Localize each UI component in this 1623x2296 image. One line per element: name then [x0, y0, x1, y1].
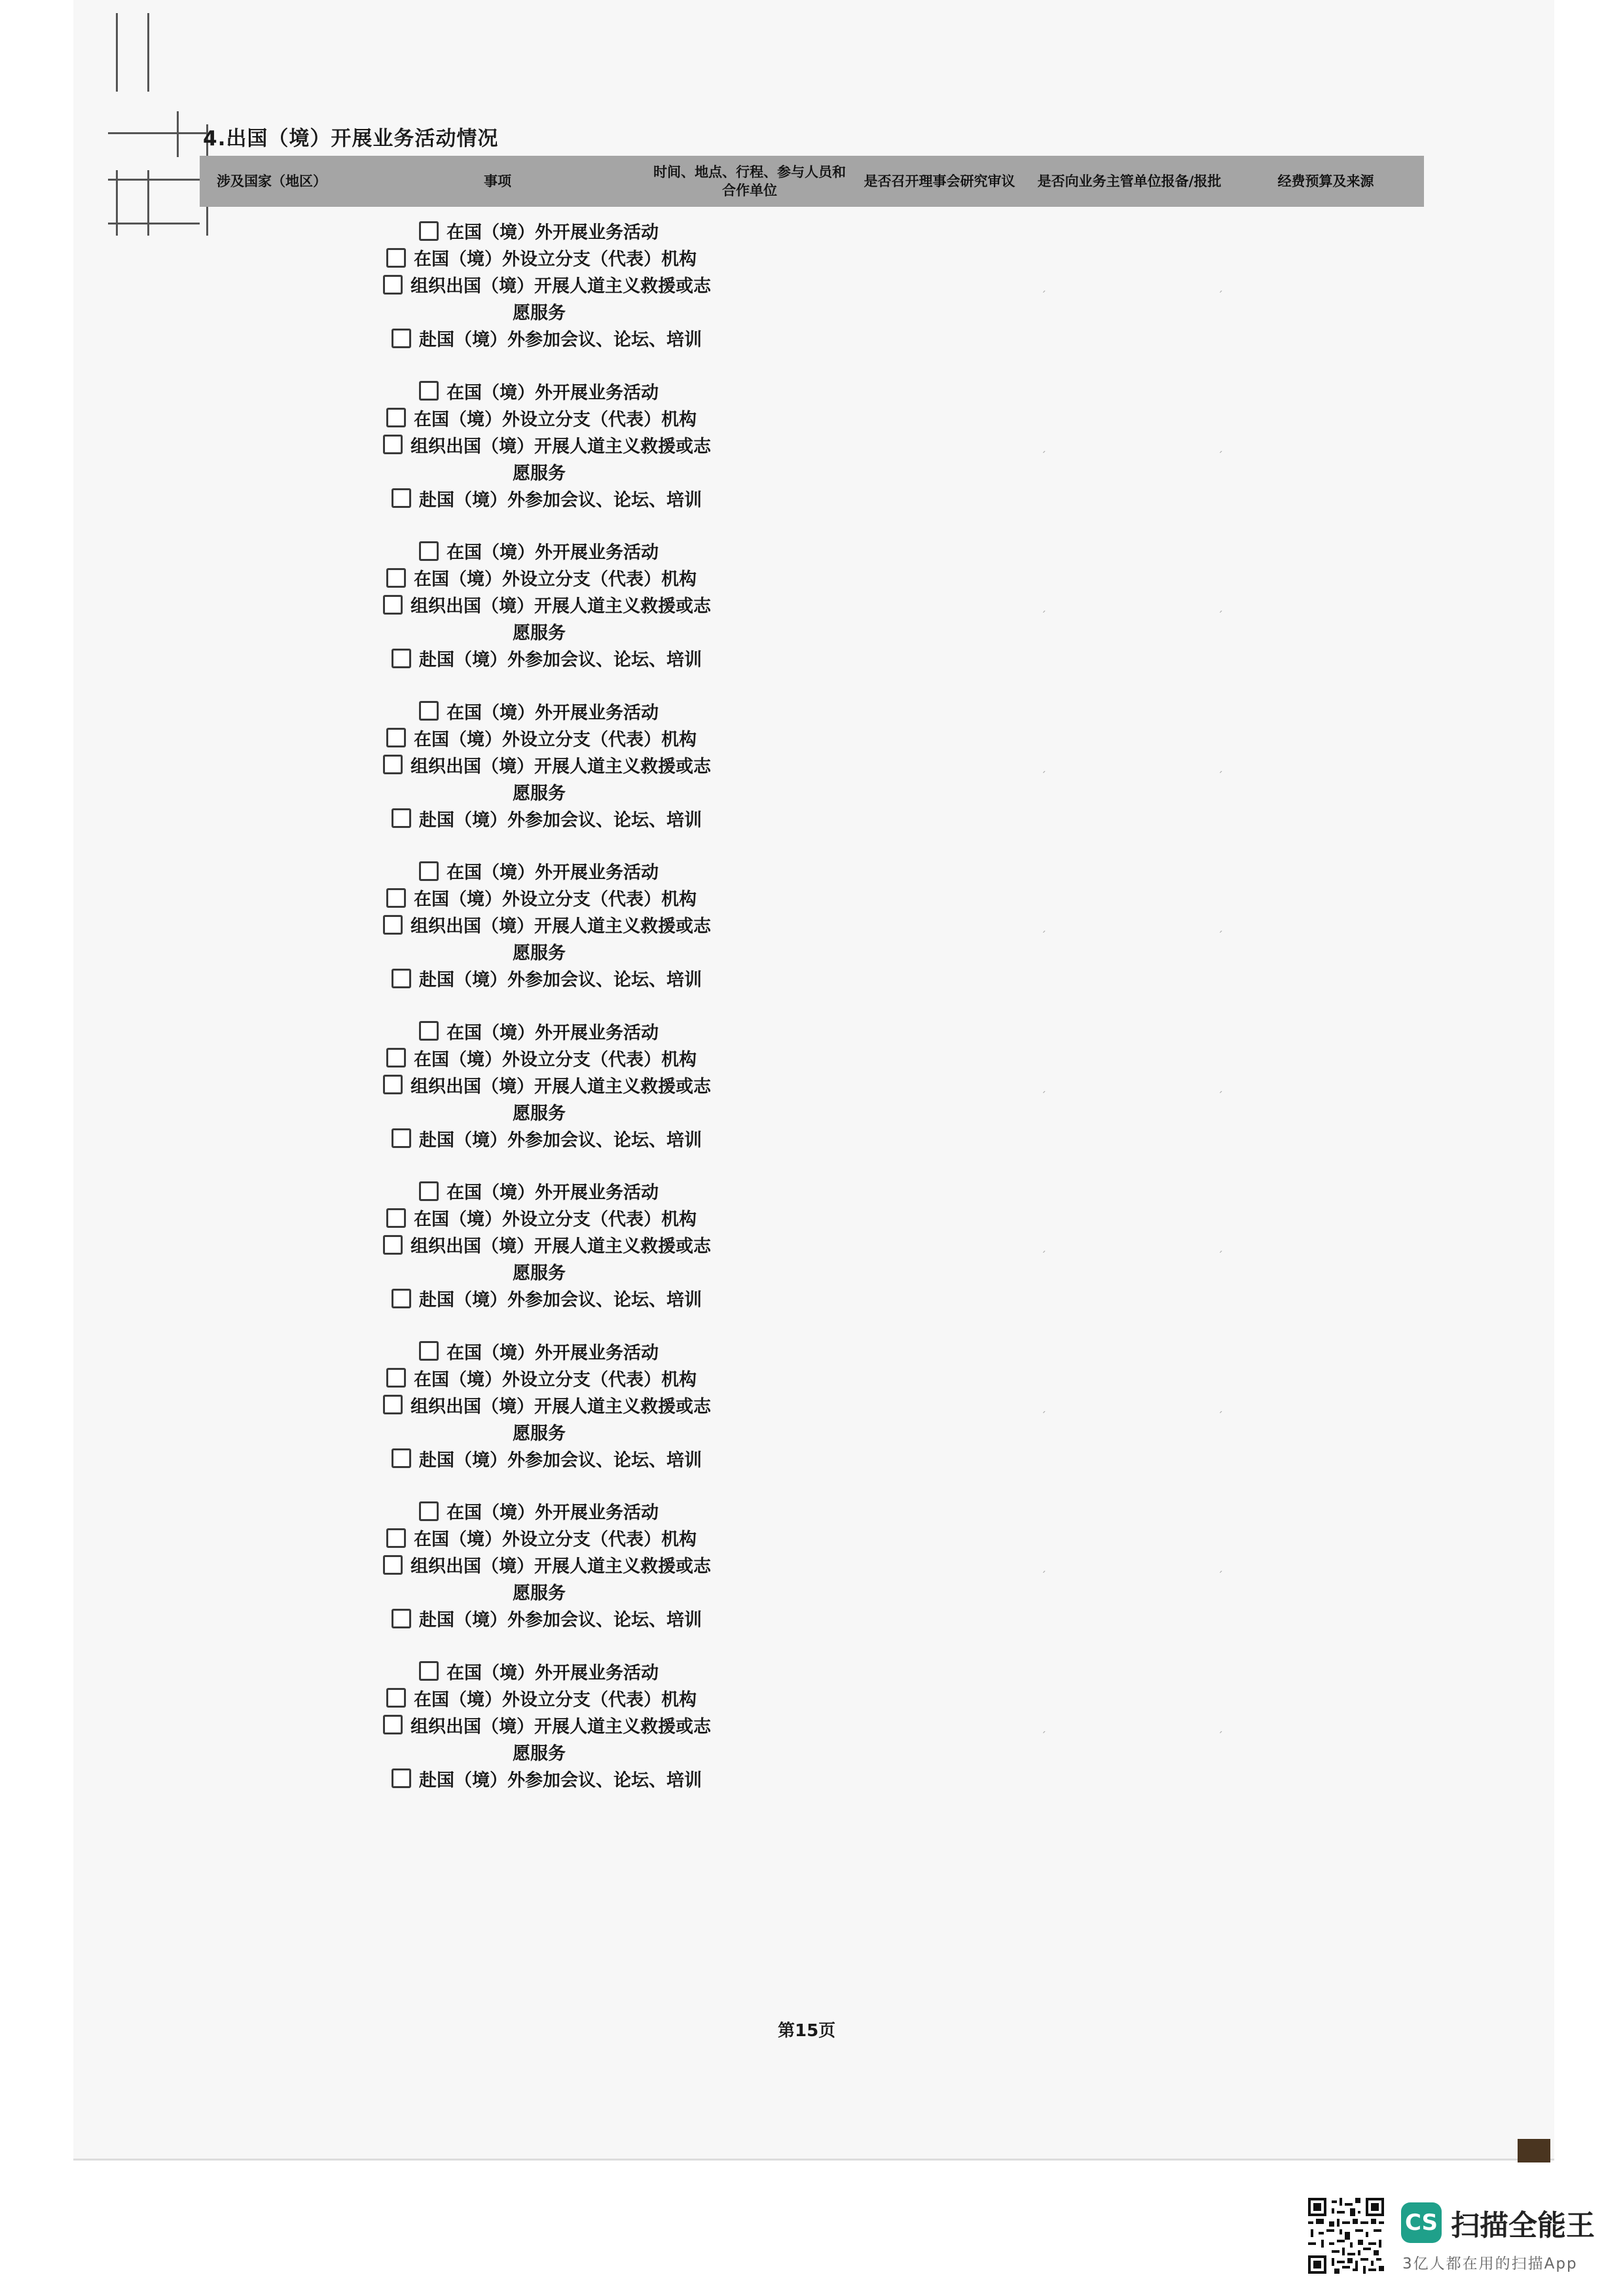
- activity-option-continuation: [513, 1419, 566, 1444]
- table-row: [0, 1498, 1623, 1629]
- checkbox[interactable]: [392, 808, 411, 828]
- option-label: 在国（境）外设立分支（代表）机构: [414, 729, 697, 750]
- option-label: 组织出国（境）开展人道主义救援或志: [410, 1396, 711, 1417]
- option-label: 愿服务: [513, 303, 566, 323]
- activity-option[interactable]: [386, 245, 697, 270]
- activity-option[interactable]: [383, 912, 711, 937]
- checkbox[interactable]: [392, 1289, 411, 1308]
- option-label: 在国（境）外设立分支（代表）机构: [414, 1210, 697, 1230]
- activity-option[interactable]: [392, 1285, 702, 1311]
- faint-check-mark: ˏ: [1041, 1720, 1046, 1733]
- activity-option-continuation: [513, 1099, 566, 1124]
- camscanner-app-name: 扫描全能王: [1451, 2209, 1595, 2242]
- activity-option[interactable]: [386, 1685, 697, 1711]
- faint-check-mark: ˏ: [1041, 280, 1046, 293]
- activity-option[interactable]: [383, 432, 711, 457]
- faint-check-mark: ˏ: [1218, 1080, 1223, 1093]
- option-label: 在国（境）外设立分支（代表）机构: [414, 889, 697, 910]
- option-label: 赴国（境）外参加会议、论坛、培训: [419, 330, 702, 350]
- option-label: 在国（境）外开展业务活动: [447, 543, 659, 563]
- activity-option-continuation: [513, 298, 566, 324]
- activity-option[interactable]: [383, 1072, 711, 1098]
- activity-option-continuation: [513, 1739, 566, 1765]
- option-label: 在国（境）外开展业务活动: [447, 863, 659, 883]
- option-label: 在国（境）外开展业务活动: [447, 382, 659, 403]
- checkbox[interactable]: [392, 1448, 411, 1468]
- activity-option[interactable]: [419, 1659, 659, 1684]
- faint-check-mark: ˏ: [1218, 760, 1223, 773]
- activity-option-continuation: [513, 939, 566, 964]
- page-edge-line: [73, 2159, 1554, 2161]
- faint-check-mark: ˏ: [1218, 1720, 1223, 1733]
- checkbox[interactable]: [419, 381, 439, 401]
- checkbox[interactable]: [419, 701, 439, 721]
- activity-option[interactable]: [386, 565, 697, 590]
- activity-option[interactable]: [419, 1498, 659, 1524]
- faint-check-mark: ˏ: [1218, 920, 1223, 933]
- option-label: 在国（境）外设立分支（代表）机构: [414, 1369, 697, 1390]
- checkbox[interactable]: [419, 1181, 439, 1201]
- faint-check-mark: ˏ: [1041, 1080, 1046, 1093]
- option-label: 赴国（境）外参加会议、论坛、培训: [419, 1290, 702, 1310]
- checkbox[interactable]: [419, 221, 439, 241]
- option-label: 组织出国（境）开展人道主义救援或志: [410, 596, 711, 617]
- activity-option[interactable]: [392, 486, 702, 511]
- checkbox[interactable]: [386, 888, 406, 908]
- option-label: 在国（境）外开展业务活动: [447, 1342, 659, 1363]
- option-label: 在国（境）外开展业务活动: [447, 1662, 659, 1683]
- activity-option[interactable]: [419, 1338, 659, 1364]
- option-label: 组织出国（境）开展人道主义救援或志: [410, 756, 711, 777]
- checkbox[interactable]: [386, 568, 406, 588]
- option-label: 赴国（境）外参加会议、论坛、培训: [419, 1770, 702, 1791]
- faint-check-mark: ˏ: [1041, 1240, 1046, 1253]
- checkbox[interactable]: [419, 1661, 439, 1681]
- checkbox[interactable]: [386, 1688, 406, 1708]
- faint-check-mark: ˏ: [1218, 280, 1223, 293]
- activity-option[interactable]: [392, 1605, 702, 1631]
- activity-option[interactable]: [383, 1712, 711, 1738]
- checkbox[interactable]: [392, 1609, 411, 1628]
- activity-option-continuation: [513, 459, 566, 484]
- header-budget-source: 经费预算及来源: [1277, 173, 1374, 189]
- table-header: [200, 156, 1424, 207]
- option-label: 赴国（境）外参加会议、论坛、培训: [419, 650, 702, 670]
- checkbox[interactable]: [383, 915, 403, 935]
- table-row: [0, 218, 1623, 349]
- checkbox[interactable]: [383, 1395, 403, 1414]
- activity-option[interactable]: [419, 538, 659, 564]
- page-number: 第15页: [778, 2021, 836, 2041]
- table-row: [0, 1178, 1623, 1309]
- checkbox[interactable]: [383, 1075, 403, 1094]
- option-label: 在国（境）外开展业务活动: [447, 1183, 659, 1203]
- activity-option[interactable]: [392, 965, 702, 991]
- option-label: 赴国（境）外参加会议、论坛、培训: [419, 1130, 702, 1151]
- activity-option[interactable]: [392, 645, 702, 671]
- faint-check-mark: ˏ: [1041, 920, 1046, 933]
- activity-option[interactable]: [383, 1552, 711, 1577]
- checkbox[interactable]: [419, 1341, 439, 1361]
- activity-option[interactable]: [383, 272, 711, 297]
- activity-option[interactable]: [392, 806, 702, 831]
- checkbox[interactable]: [386, 1048, 406, 1067]
- activity-option[interactable]: [392, 1446, 702, 1471]
- faint-check-mark: ˏ: [1218, 1400, 1223, 1413]
- header-item: 事项: [484, 173, 511, 189]
- activity-option[interactable]: [383, 592, 711, 617]
- activity-option[interactable]: [419, 378, 659, 404]
- option-label: 在国（境）外设立分支（代表）机构: [414, 1530, 697, 1550]
- activity-option[interactable]: [383, 752, 711, 778]
- activity-option[interactable]: [386, 1525, 697, 1551]
- option-label: 愿服务: [513, 1103, 566, 1124]
- header-country: 涉及国家（地区）: [217, 173, 327, 189]
- camscanner-slogan: 3亿人都在用的扫描App: [1402, 2255, 1578, 2272]
- activity-option[interactable]: [419, 218, 659, 243]
- table-row: [0, 378, 1623, 509]
- option-label: 愿服务: [513, 1263, 566, 1283]
- checkbox[interactable]: [383, 435, 403, 454]
- option-label: 赴国（境）外参加会议、论坛、培训: [419, 970, 702, 990]
- activity-option[interactable]: [383, 1392, 711, 1418]
- scan-edge-mark: [1518, 2139, 1550, 2162]
- checkbox[interactable]: [386, 408, 406, 427]
- option-label: 在国（境）外开展业务活动: [447, 223, 659, 243]
- option-label: 在国（境）外开展业务活动: [447, 1503, 659, 1523]
- checkbox[interactable]: [386, 1208, 406, 1228]
- table-row: [0, 538, 1623, 669]
- faint-check-mark: ˏ: [1041, 760, 1046, 773]
- checkbox[interactable]: [383, 755, 403, 774]
- activity-option[interactable]: [419, 1178, 659, 1204]
- option-label: 组织出国（境）开展人道主义救援或志: [410, 1556, 711, 1577]
- faint-check-mark: ˏ: [1218, 1240, 1223, 1253]
- checkbox[interactable]: [383, 595, 403, 615]
- checkbox[interactable]: [419, 541, 439, 561]
- checkbox[interactable]: [392, 488, 411, 508]
- option-label: 赴国（境）外参加会议、论坛、培训: [419, 1450, 702, 1471]
- table-row: [0, 1338, 1623, 1469]
- checkbox[interactable]: [392, 329, 411, 348]
- option-label: 在国（境）外设立分支（代表）机构: [414, 409, 697, 430]
- activity-option[interactable]: [386, 1365, 697, 1391]
- table-row: [0, 698, 1623, 829]
- checkbox[interactable]: [383, 275, 403, 295]
- faint-check-mark: ˏ: [1218, 1560, 1223, 1573]
- checkbox[interactable]: [383, 1715, 403, 1734]
- option-label: 赴国（境）外参加会议、论坛、培训: [419, 810, 702, 831]
- faint-check-mark: ˏ: [1041, 440, 1046, 453]
- option-label: 赴国（境）外参加会议、论坛、培训: [419, 1610, 702, 1630]
- option-label: 赴国（境）外参加会议、论坛、培训: [419, 490, 702, 511]
- checkbox[interactable]: [386, 1528, 406, 1548]
- checkbox[interactable]: [383, 1555, 403, 1575]
- checkbox[interactable]: [392, 969, 411, 988]
- table-row: [0, 1018, 1623, 1149]
- option-label: 组织出国（境）开展人道主义救援或志: [410, 276, 711, 296]
- activity-option[interactable]: [386, 1045, 697, 1071]
- activity-option-continuation: [513, 1259, 566, 1284]
- checkbox[interactable]: [392, 1768, 411, 1788]
- option-label: 愿服务: [513, 1583, 566, 1604]
- option-label: 组织出国（境）开展人道主义救援或志: [410, 1716, 711, 1737]
- checkbox[interactable]: [419, 1021, 439, 1041]
- checkbox[interactable]: [386, 728, 406, 747]
- activity-option[interactable]: [392, 325, 702, 351]
- activity-option[interactable]: [386, 885, 697, 910]
- table-row: [0, 858, 1623, 989]
- option-label: 愿服务: [513, 1743, 566, 1764]
- option-label: 在国（境）外开展业务活动: [447, 702, 659, 723]
- checkbox[interactable]: [392, 1128, 411, 1148]
- activity-option[interactable]: [419, 698, 659, 724]
- option-label: 组织出国（境）开展人道主义救援或志: [410, 916, 711, 937]
- section-title: 4.出国（境）开展业务活动情况: [203, 127, 499, 151]
- option-label: 愿服务: [513, 783, 566, 804]
- option-label: 愿服务: [513, 943, 566, 963]
- table-row: [0, 1659, 1623, 1789]
- activity-option[interactable]: [383, 1232, 711, 1257]
- faint-check-mark: ˏ: [1218, 600, 1223, 613]
- option-label: 愿服务: [513, 463, 566, 484]
- option-label: 在国（境）外开展业务活动: [447, 1022, 659, 1043]
- faint-check-mark: ˏ: [1218, 440, 1223, 453]
- checkbox[interactable]: [419, 861, 439, 881]
- option-label: 在国（境）外设立分支（代表）机构: [414, 1049, 697, 1070]
- option-label: 在国（境）外设立分支（代表）机构: [414, 569, 697, 590]
- header-time-place: 时间、地点、行程、参与人员和合作单位: [653, 164, 846, 198]
- activity-option[interactable]: [386, 1205, 697, 1230]
- option-label: 愿服务: [513, 1423, 566, 1444]
- faint-check-mark: ˏ: [1041, 1560, 1046, 1573]
- activity-option[interactable]: [386, 725, 697, 751]
- activity-option[interactable]: [392, 1766, 702, 1791]
- activity-option[interactable]: [419, 1018, 659, 1044]
- header-report-approval: 是否向业务主管单位报备/报批: [1037, 173, 1222, 189]
- option-label: 愿服务: [513, 623, 566, 643]
- checkbox[interactable]: [419, 1501, 439, 1521]
- checkbox[interactable]: [392, 649, 411, 668]
- option-label: 组织出国（境）开展人道主义救援或志: [410, 1076, 711, 1097]
- checkbox[interactable]: [386, 248, 406, 268]
- header-council-review: 是否召开理事会研究审议: [864, 173, 1015, 189]
- camscanner-logo: CS: [1401, 2202, 1442, 2243]
- option-label: 在国（境）外设立分支（代表）机构: [414, 249, 697, 270]
- option-label: 在国（境）外设立分支（代表）机构: [414, 1689, 697, 1710]
- qr-code-icon: [1308, 2198, 1384, 2274]
- faint-check-mark: ˏ: [1041, 1400, 1046, 1413]
- activity-option[interactable]: [386, 405, 697, 431]
- activity-option-continuation: [513, 619, 566, 644]
- activity-option-continuation: [513, 779, 566, 804]
- checkbox[interactable]: [383, 1235, 403, 1255]
- activity-option[interactable]: [419, 858, 659, 884]
- checkbox[interactable]: [386, 1368, 406, 1388]
- option-label: 组织出国（境）开展人道主义救援或志: [410, 1236, 711, 1257]
- faint-check-mark: ˏ: [1041, 600, 1046, 613]
- activity-option-continuation: [513, 1579, 566, 1604]
- activity-option[interactable]: [392, 1126, 702, 1151]
- option-label: 组织出国（境）开展人道主义救援或志: [410, 436, 711, 457]
